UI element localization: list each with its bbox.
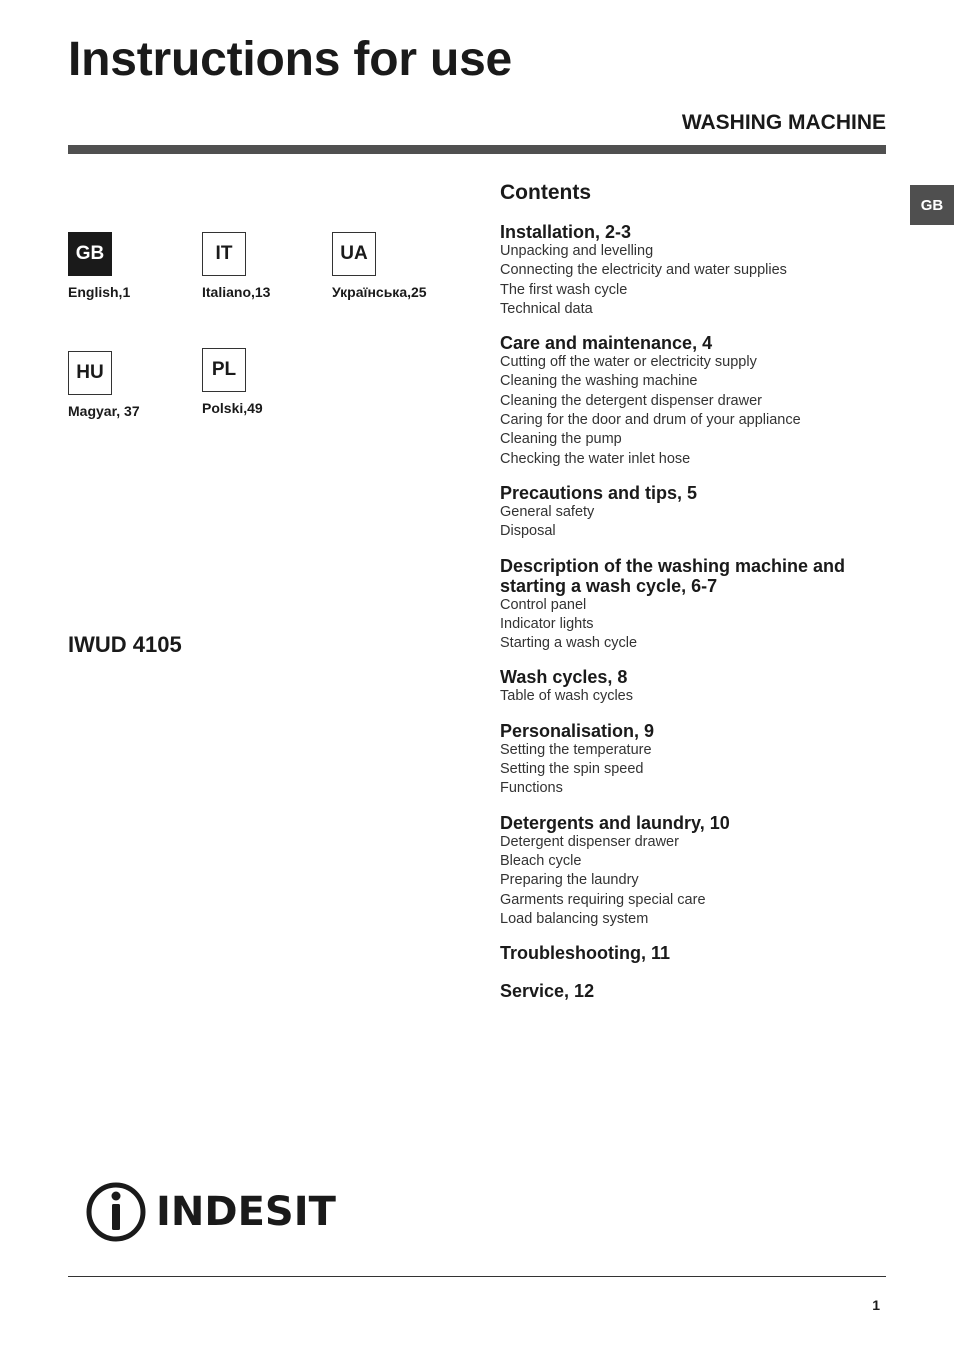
toc-item[interactable]: Bleach cycle: [500, 852, 582, 869]
toc-item[interactable]: Checking the water inlet hose: [500, 450, 691, 467]
toc-item[interactable]: Control panel: [500, 596, 587, 613]
language-code-badge: UA: [332, 232, 376, 276]
toc-section-title[interactable]: Wash cycles, 8: [500, 667, 628, 688]
toc-section-precautions: [500, 483, 900, 542]
language-label: English,1: [68, 284, 131, 300]
language-label: Magyar, 37: [68, 403, 140, 419]
page-title: Instructions for use: [68, 33, 513, 86]
language-code-badge: PL: [202, 348, 246, 392]
language-item-gb[interactable]: [68, 232, 198, 300]
toc-item[interactable]: Cleaning the pump: [500, 431, 622, 448]
toc-item[interactable]: Connecting the electricity and water supplies: [500, 262, 787, 279]
toc-section-title[interactable]: Description of the washing machine and starting a wash cycle, 6-7: [500, 555, 846, 596]
language-item-pl[interactable]: [202, 348, 332, 416]
model-number: IWUD 4105: [68, 632, 182, 657]
table-of-contents: [500, 180, 900, 1015]
footer-divider: [68, 1276, 886, 1277]
indesit-i-logo-icon: [84, 1180, 148, 1244]
header-divider: [68, 145, 886, 154]
toc-item[interactable]: Setting the spin speed: [500, 761, 644, 778]
language-label: Polski,49: [202, 400, 263, 416]
toc-item[interactable]: Cleaning the washing machine: [500, 373, 698, 390]
toc-section-care: [500, 333, 900, 469]
language-item-ua[interactable]: [332, 232, 462, 300]
language-item-hu[interactable]: [68, 351, 198, 419]
toc-item[interactable]: Table of wash cycles: [500, 688, 633, 705]
toc-item[interactable]: Setting the temperature: [500, 741, 652, 758]
toc-section-title[interactable]: Personalisation, 9: [500, 720, 655, 741]
toc-section-troubleshooting: [500, 943, 900, 963]
toc-section-description: [500, 556, 900, 654]
language-label: Italiano,13: [202, 284, 271, 300]
toc-item[interactable]: Technical data: [500, 300, 593, 317]
toc-item[interactable]: Load balancing system: [500, 910, 649, 927]
toc-section-wash-cycles: [500, 667, 900, 706]
toc-section-title[interactable]: Detergents and laundry, 10: [500, 812, 730, 833]
brand-wordmark: INDESIT: [156, 1189, 336, 1235]
language-code-badge: IT: [202, 232, 246, 276]
toc-section-title[interactable]: Troubleshooting, 11: [500, 943, 671, 964]
toc-section-title[interactable]: Precautions and tips, 5: [500, 482, 698, 503]
brand-logo: [84, 1180, 336, 1244]
toc-item[interactable]: Cutting off the water or electricity supply: [500, 354, 757, 371]
language-label: Українська,25: [332, 284, 427, 300]
contents-heading: Contents: [500, 181, 591, 204]
toc-section-title[interactable]: Installation, 2-3: [500, 222, 632, 242]
toc-section-installation: [500, 222, 900, 319]
page-number: 1: [872, 1297, 880, 1313]
toc-section-title[interactable]: Service, 12: [500, 981, 595, 1002]
toc-item[interactable]: General safety: [500, 503, 595, 520]
toc-item[interactable]: Preparing the laundry: [500, 872, 639, 889]
product-type: WASHING MACHINE: [681, 111, 886, 134]
toc-item[interactable]: Unpacking and levelling: [500, 243, 654, 259]
toc-section-service: [500, 981, 900, 1001]
toc-item[interactable]: Functions: [500, 780, 563, 797]
toc-item[interactable]: Starting a wash cycle: [500, 635, 638, 652]
toc-item[interactable]: Disposal: [500, 523, 556, 540]
toc-section-personalisation: [500, 721, 900, 799]
language-side-tab: GB: [910, 185, 954, 225]
language-code-badge: GB: [68, 232, 112, 276]
toc-section-title[interactable]: Care and maintenance, 4: [500, 333, 713, 354]
toc-item[interactable]: Detergent dispenser drawer: [500, 833, 679, 850]
toc-item[interactable]: Indicator lights: [500, 615, 594, 632]
toc-item[interactable]: Cleaning the detergent dispenser drawer: [500, 392, 762, 409]
toc-item[interactable]: Garments requiring special care: [500, 891, 706, 908]
toc-item[interactable]: The first wash cycle: [500, 281, 628, 298]
language-item-it[interactable]: [202, 232, 332, 300]
toc-section-detergents: [500, 813, 900, 929]
language-code-badge: HU: [68, 351, 112, 395]
toc-item[interactable]: Caring for the door and drum of your appliance: [500, 412, 801, 429]
